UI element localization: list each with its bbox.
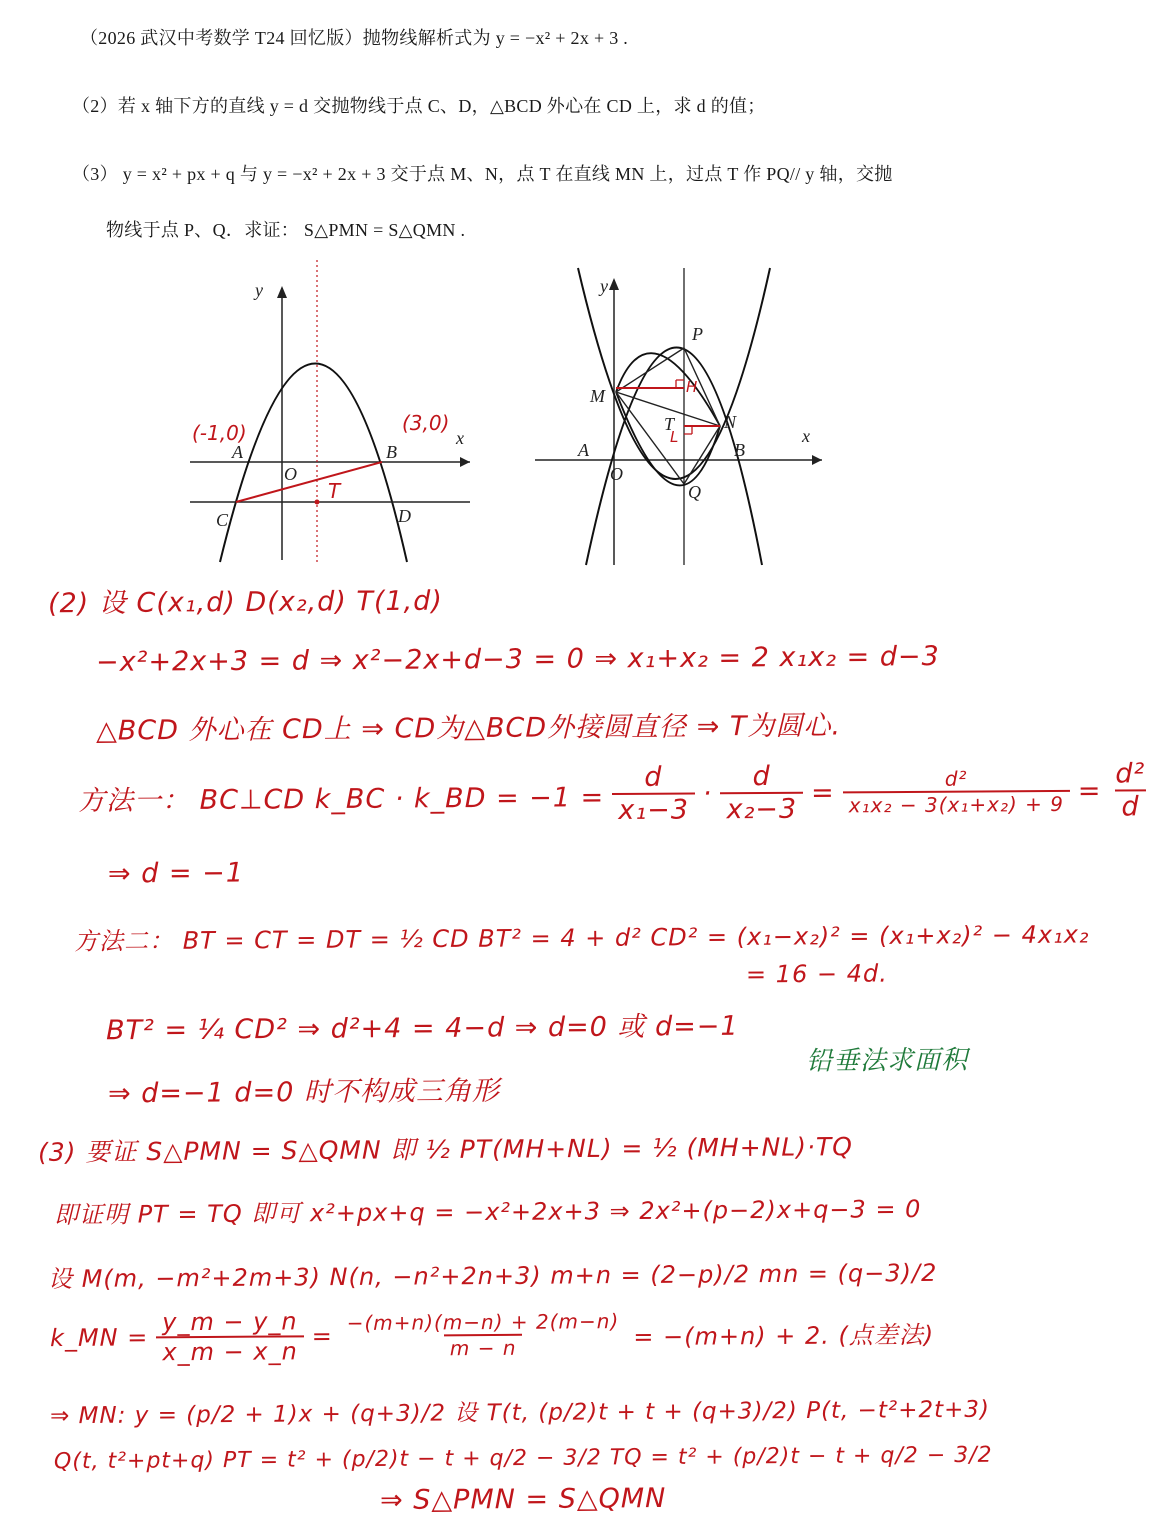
fig1-hw-left-coord: (-1,0): [192, 421, 247, 445]
frac-4-num: d²: [1115, 758, 1146, 790]
fig1-hw-right-coord: (3,0): [402, 411, 450, 435]
frac-4-den: d: [1115, 789, 1145, 822]
sol-line-7: BT² = ¼ CD² ⇒ d²+4 = 4−d ⇒ d=0 或 d=−1: [105, 1010, 739, 1047]
sol-line-5: ⇒ d = −1: [107, 857, 245, 890]
fig1-point-O: O: [284, 464, 297, 484]
fig1-hw-T: T: [328, 479, 341, 503]
fig2-point-O: O: [610, 464, 623, 484]
sol-line-10: 即证明 PT = TQ 即可 x²+px+q = −x²+2x+3 ⇒ 2x²+(p−2)x+q−3 = 0: [53, 1194, 922, 1230]
frac-6-den: m − n: [444, 1334, 523, 1361]
fig1-point-A: A: [232, 442, 243, 462]
frac-1: [612, 761, 695, 826]
sol-line-15: ⇒ S△PMN = S△QMN: [379, 1483, 667, 1516]
kmn-result: = −(m+n) + 2. (点差法): [633, 1320, 935, 1351]
fig1-y-label: y: [255, 280, 263, 300]
sol-line-8: ⇒ d=−1 d=0 时不构成三角形: [107, 1075, 500, 1110]
problem-line-1: （2026 武汉中考数学 T24 回忆版）抛物线解析式为 y = −x² + 2x + 3 .: [80, 28, 629, 48]
fig2-point-Q: Q: [688, 482, 701, 502]
sol-method-1-label: 方法一： BC⊥CD k_BC · k_BD = −1 =: [77, 781, 605, 817]
sol-line-1: (2) 设 C(x₁,d) D(x₂,d) T(1,d): [47, 585, 443, 620]
sol-line-3: △BCD 外心在 CD上 ⇒ CD为△BCD外接圆直径 ⇒ T为圆心.: [95, 710, 842, 747]
frac-5-num: y_m − y_n: [162, 1307, 298, 1337]
sol-line-6b: = 16 − 4d.: [745, 959, 888, 989]
figure-2: [530, 260, 840, 570]
fig2-point-B: B: [734, 440, 745, 460]
frac-5-den: x_m − x_n: [156, 1335, 304, 1366]
fig1-point-B: B: [386, 442, 397, 462]
fig2-hw-L: L: [670, 428, 679, 446]
fig2-x-label: x: [802, 426, 810, 446]
fig2-hw-H: H: [686, 378, 698, 396]
frac-5: [156, 1307, 304, 1366]
fig1-point-D: D: [398, 506, 411, 526]
frac-3-num: d²: [944, 766, 968, 791]
figure-1: [170, 250, 490, 570]
frac-1-num: d: [644, 761, 663, 793]
sol-line-14: Q(t, t²+pt+q) PT = t² + (p/2)t − t + q/2 − 3/2 TQ = t² + (p/2)t − t + q/2 − 3/2: [53, 1442, 993, 1475]
frac-2-num: d: [752, 760, 771, 793]
sol-method-2: 方法二： BT = CT = DT = ½ CD BT² = 4 + d² CD² = (x₁−x₂)² = (x₁+x₂)² − 4x₁x₂: [73, 920, 1090, 956]
frac-3: [842, 766, 1070, 818]
sol-method-1: 方法一： BC⊥CD k_BC · k_BD = −1 = $\frac{d}{\text{x₁−3}}$ · $\frac{d}{\text{x₂−3}}$ = $\frac{\text{d²}}{\text{x₁x₂ − 3(x₁+x₂) + 9}}$ = $\frac{\text{d²}}{d}$: [78, 758, 1160, 830]
fig2-y-label: y: [600, 276, 608, 296]
fig2-point-M: M: [590, 386, 605, 406]
green-note: 铅垂法求面积: [805, 1045, 969, 1077]
problem-line-2: （2）若 x 轴下方的直线 y = d 交抛物线于点 C、D，△BCD 外心在 CD 上，求 d 的值；: [72, 96, 766, 116]
fig2-point-P: P: [692, 324, 703, 344]
frac-3-den: x₁x₂ − 3(x₁+x₂) + 9: [843, 790, 1070, 818]
frac-6-num: −(m+n)(m−n) + 2(m−n): [346, 1309, 620, 1336]
sol-line-11: 设 M(m, −m²+2m+3) N(n, −n²+2n+3) m+n = (2−p)/2 mn = (q−3)/2: [47, 1258, 938, 1294]
problem-line-3: （3） y = x² + px + q 与 y = −x² + 2x + 3 交于点 M、N，点 T 在直线 MN 上，过点 T 作 PQ// y 轴，交抛: [72, 164, 893, 184]
sol-kmn: [50, 1303, 935, 1367]
fig2-point-T: T: [664, 414, 675, 434]
frac-4: [1109, 758, 1151, 822]
fig1-point-C: C: [216, 510, 229, 530]
fig1-x-label: x: [456, 428, 464, 448]
frac-2: [720, 761, 803, 826]
frac-6: [341, 1309, 626, 1361]
frac-1-den: x₁−3: [612, 792, 695, 826]
problem-line-4: 物线于点 P、Q．求证： S△PMN = S△QMN .: [106, 220, 466, 240]
sol-line-13: ⇒ MN: y = (p/2 + 1)x + (q+3)/2 设 T(t, (p/2)t + t + (q+3)/2) P(t, −t²+2t+3): [49, 1396, 991, 1430]
fig2-point-N: N: [724, 412, 737, 432]
sol-part-3: (3) 要证 S△PMN = S△QMN 即 ½ PT(MH+NL) = ½ (MH+NL)·TQ: [37, 1132, 853, 1167]
sol-line-2: −x²+2x+3 = d ⇒ x²−2x+d−3 = 0 ⇒ x₁+x₂ = 2 x₁x₂ = d−3: [95, 641, 940, 678]
fig2-point-A: A: [578, 440, 589, 460]
kmn-eq: =: [311, 1322, 333, 1351]
kmn-label: k_MN =: [49, 1323, 149, 1353]
frac-2-den: x₂−3: [720, 792, 803, 826]
